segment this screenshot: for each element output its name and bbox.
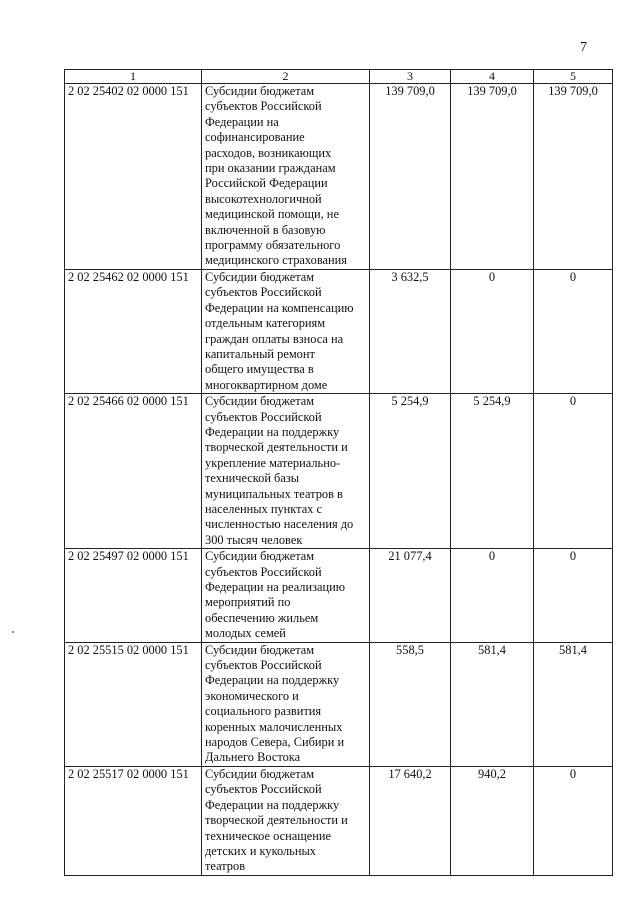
amount-cell-col-4: 5 254,9 bbox=[451, 394, 534, 549]
margin-mark bbox=[12, 631, 14, 633]
description-line: граждан оплаты взноса на bbox=[205, 331, 344, 346]
description-cell bbox=[202, 642, 370, 766]
amount-cell-col-3: 21 077,4 bbox=[370, 549, 451, 642]
amount-cell-col-4: 581,4 bbox=[451, 642, 534, 766]
description-line: численностью населения до bbox=[205, 517, 354, 532]
description-line: отдельным категориям bbox=[205, 316, 326, 331]
table-row bbox=[65, 269, 613, 393]
amount-cell-col-5: 581,4 bbox=[534, 642, 613, 766]
description-line: укрепление материально- bbox=[205, 455, 341, 470]
page-number: 7 bbox=[580, 40, 587, 55]
description-line: мероприятий по bbox=[205, 595, 291, 610]
header-row bbox=[65, 70, 613, 84]
amount-cell-col-5: 0 bbox=[534, 269, 613, 393]
amount-cell-col-4: 0 bbox=[451, 549, 534, 642]
amount-cell-col-5: 0 bbox=[534, 394, 613, 549]
description-line: расходов, возникающих bbox=[205, 145, 332, 160]
description-line: муниципальных театров в bbox=[205, 486, 343, 501]
amount-cell-col-3: 5 254,9 bbox=[370, 394, 451, 549]
description-line: техническое оснащение bbox=[205, 828, 332, 843]
description-line: субъектов Российской bbox=[205, 782, 322, 797]
description-line: Федерации на поддержку bbox=[205, 673, 340, 688]
description-line: субъектов Российской bbox=[205, 285, 322, 300]
amount-cell-col-3: 139 709,0 bbox=[370, 84, 451, 270]
description-line: творческой деятельности и bbox=[205, 813, 348, 828]
budget-code-cell: 2 02 25517 02 0000 151 bbox=[65, 766, 202, 875]
description-line: включенной в базовую bbox=[205, 222, 326, 237]
column-header-4: 4 bbox=[451, 70, 534, 84]
description-line: субъектов Российской bbox=[205, 658, 322, 673]
description-line: народов Севера, Сибири и bbox=[205, 735, 345, 750]
description-cell bbox=[202, 269, 370, 393]
description-cell bbox=[202, 549, 370, 642]
budget-code-cell: 2 02 25466 02 0000 151 bbox=[65, 394, 202, 549]
description-line: Дальнего Востока bbox=[205, 750, 301, 765]
description-cell bbox=[202, 84, 370, 270]
description-line: экономического и bbox=[205, 688, 299, 703]
description-line: при оказании гражданам bbox=[205, 161, 336, 176]
description-line: театров bbox=[205, 859, 246, 874]
description-line: Федерации на реализацию bbox=[205, 580, 346, 594]
table-row bbox=[65, 394, 613, 549]
description-line: социального развития bbox=[205, 704, 322, 719]
description-line: молодых семей bbox=[205, 626, 286, 641]
description-line: Федерации на поддержку bbox=[205, 797, 340, 812]
description-line: субъектов Российской bbox=[205, 564, 322, 579]
description-line: технической базы bbox=[205, 471, 300, 486]
description-line: 300 тысяч человек bbox=[205, 532, 303, 547]
description-line: капитальный ремонт bbox=[205, 346, 315, 361]
description-line: программу обязательного bbox=[205, 238, 341, 253]
description-line: Федерации на поддержку bbox=[205, 424, 340, 439]
description-line: медицинской помощи, не bbox=[205, 207, 339, 222]
amount-cell-col-5: 139 709,0 bbox=[534, 84, 613, 270]
description-line: Субсидии бюджетам bbox=[205, 766, 315, 781]
amount-cell-col-3: 3 632,5 bbox=[370, 269, 451, 393]
column-header-3: 3 bbox=[370, 70, 451, 84]
table-row bbox=[65, 642, 613, 766]
description-line: Федерации на bbox=[205, 114, 279, 129]
description-line: субъектов Российской bbox=[205, 409, 322, 424]
column-header-1: 1 bbox=[65, 70, 202, 84]
budget-code-cell: 2 02 25462 02 0000 151 bbox=[65, 269, 202, 393]
table-row bbox=[65, 766, 613, 875]
amount-cell-col-4: 139 709,0 bbox=[451, 84, 534, 270]
description-line: Субсидии бюджетам bbox=[205, 84, 315, 98]
description-line: детских и кукольных bbox=[205, 843, 316, 858]
description-line: творческой деятельности и bbox=[205, 440, 348, 455]
description-line: медицинского страхования bbox=[205, 253, 347, 268]
budget-table bbox=[64, 69, 613, 876]
budget-code-cell: 2 02 25497 02 0000 151 bbox=[65, 549, 202, 642]
description-cell bbox=[202, 766, 370, 875]
description-line: Субсидии бюджетам bbox=[205, 269, 315, 284]
amount-cell-col-5: 0 bbox=[534, 549, 613, 642]
column-header-5: 5 bbox=[534, 70, 613, 84]
description-line: общего имущества в bbox=[205, 362, 314, 377]
amount-cell-col-4: 940,2 bbox=[451, 766, 534, 875]
description-line: Российской Федерации bbox=[205, 176, 328, 191]
amount-cell-col-4: 0 bbox=[451, 269, 534, 393]
description-cell bbox=[202, 394, 370, 549]
description-line: Субсидии бюджетам bbox=[205, 394, 315, 409]
description-line: Субсидии бюджетам bbox=[205, 642, 315, 657]
table-row bbox=[65, 84, 613, 270]
description-line: коренных малочисленных bbox=[205, 719, 343, 734]
amount-cell-col-3: 17 640,2 bbox=[370, 766, 451, 875]
description-line: Субсидии бюджетам bbox=[205, 549, 315, 564]
amount-cell-col-5: 0 bbox=[534, 766, 613, 875]
description-line: многоквартирном доме bbox=[205, 377, 328, 392]
description-line: населенных пунктах с bbox=[205, 501, 323, 516]
amount-cell-col-3: 558,5 bbox=[370, 642, 451, 766]
description-line: обеспечению жильем bbox=[205, 610, 319, 625]
description-line: высокотехнологичной bbox=[205, 191, 322, 206]
column-header-2: 2 bbox=[202, 70, 370, 84]
budget-code-cell: 2 02 25515 02 0000 151 bbox=[65, 642, 202, 766]
table-row bbox=[65, 549, 613, 642]
description-line: субъектов Российской bbox=[205, 99, 322, 114]
description-line: Федерации на компенсацию bbox=[205, 300, 354, 315]
description-line: софинансирование bbox=[205, 130, 305, 145]
budget-code-cell: 2 02 25402 02 0000 151 bbox=[65, 84, 202, 270]
